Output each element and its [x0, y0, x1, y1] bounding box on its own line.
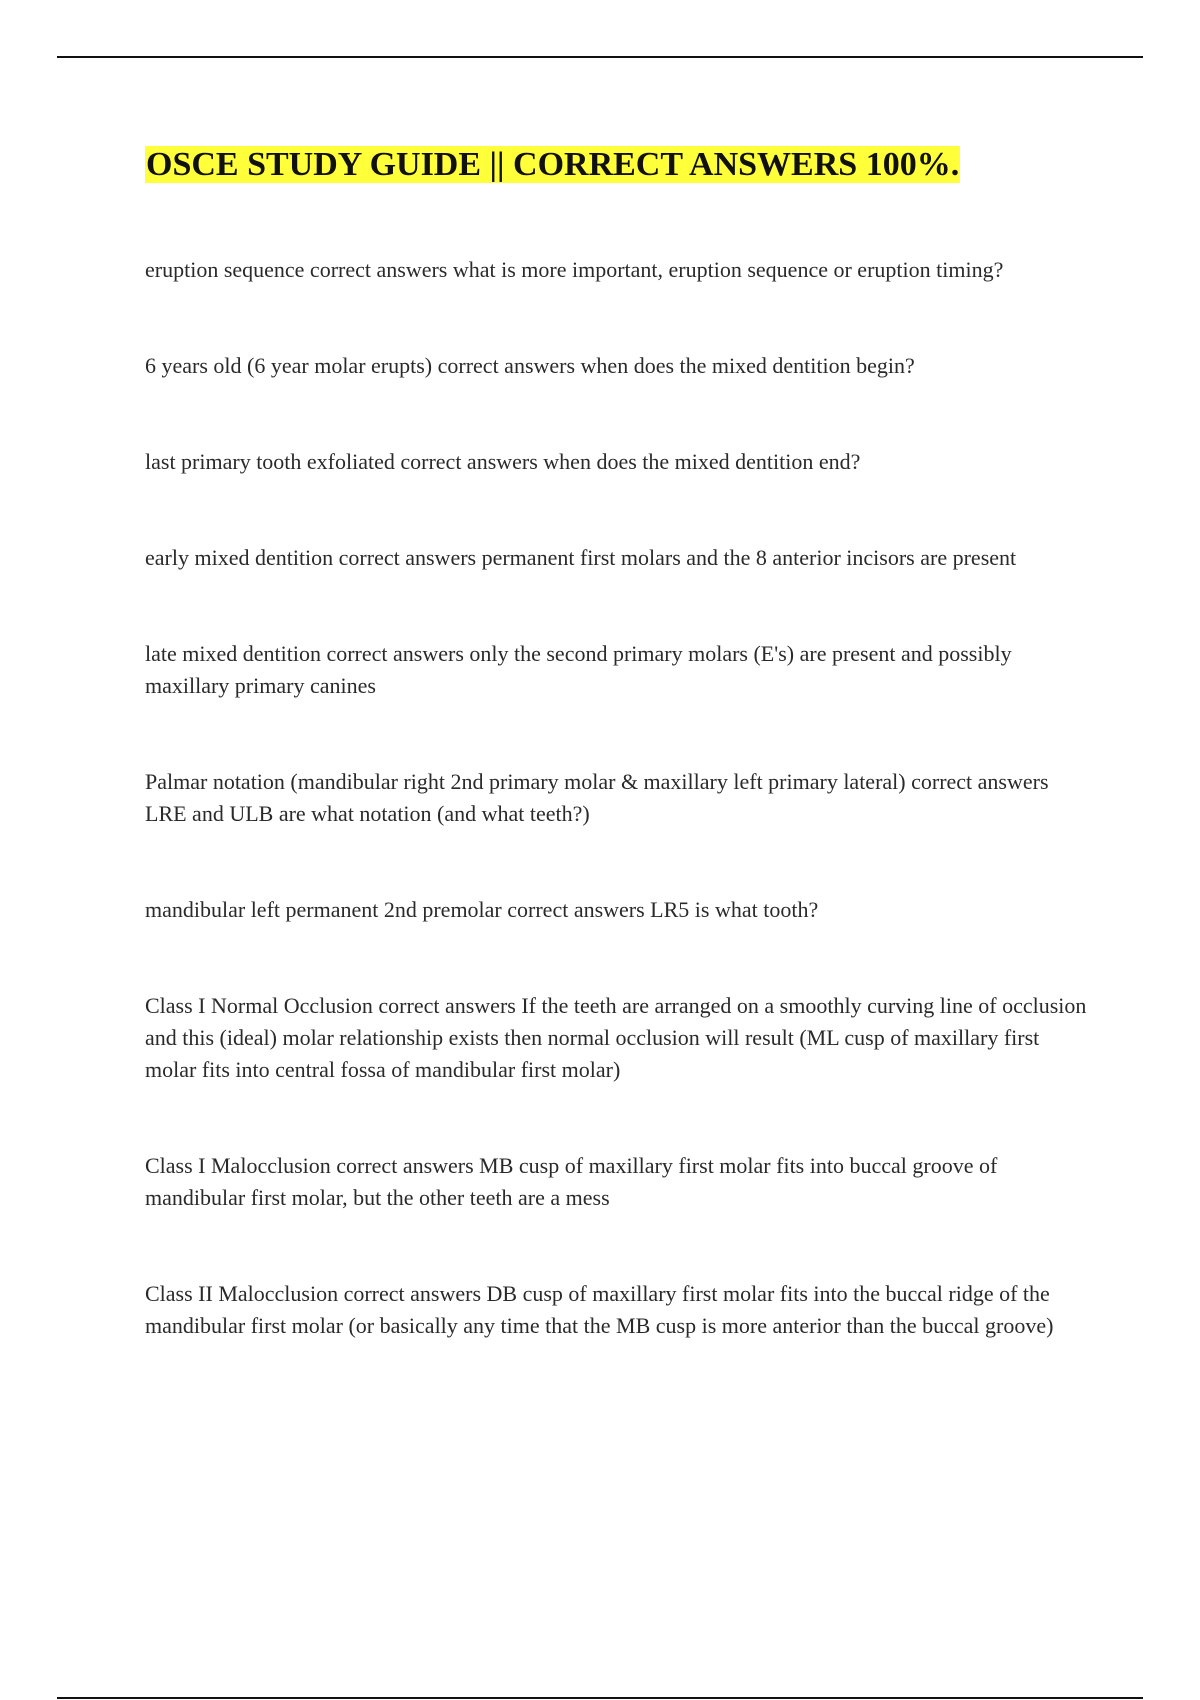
flashcard-entry: late mixed dentition correct answers only the second primary molars (E's) are present and possibly maxillary primary canines [145, 641, 1012, 698]
flashcard-entry: Palmar notation (mandibular right 2nd primary molar & maxillary left primary lateral) correct answers LRE and ULB are what notation (and what teeth?) [145, 769, 1049, 826]
page-title [145, 142, 960, 188]
flashcard-entry: Class I Normal Occlusion correct answers If the teeth are arranged on a smoothly curving line of occlusion and this (ideal) molar relationship exists then normal occlusion will result (ML cusp of maxillary first molar fits into central fossa of mandibular first molar) [145, 993, 1087, 1082]
flashcard-entry: Class I Malocclusion correct answers MB cusp of maxillary first molar fits into buccal groove of mandibular first molar, but the other teeth are a mess [145, 1153, 998, 1210]
flashcard-list [145, 254, 1095, 1342]
flashcard-entry: early mixed dentition correct answers permanent first molars and the 8 anterior incisors are present [145, 545, 1017, 570]
flashcard-entry: Class II Malocclusion correct answers DB cusp of maxillary first molar fits into the buccal ridge of the mandibular first molar (or basically any time that the MB cusp is more anterior than the buccal groove) [145, 1281, 1054, 1338]
header-rule [57, 56, 1143, 58]
flashcard-entry: mandibular left permanent 2nd premolar correct answers LR5 is what tooth? [145, 897, 819, 922]
page-title-highlight: OSCE STUDY GUIDE || CORRECT ANSWERS 100%. [146, 146, 960, 183]
flashcard-entry: eruption sequence correct answers what is more important, eruption sequence or eruption timing? [145, 257, 1004, 282]
flashcard-entry: 6 years old (6 year molar erupts) correct answers when does the mixed dentition begin? [145, 353, 915, 378]
flashcard-entry: last primary tooth exfoliated correct answers when does the mixed dentition end? [145, 449, 861, 474]
footer-rule [57, 1697, 1143, 1699]
